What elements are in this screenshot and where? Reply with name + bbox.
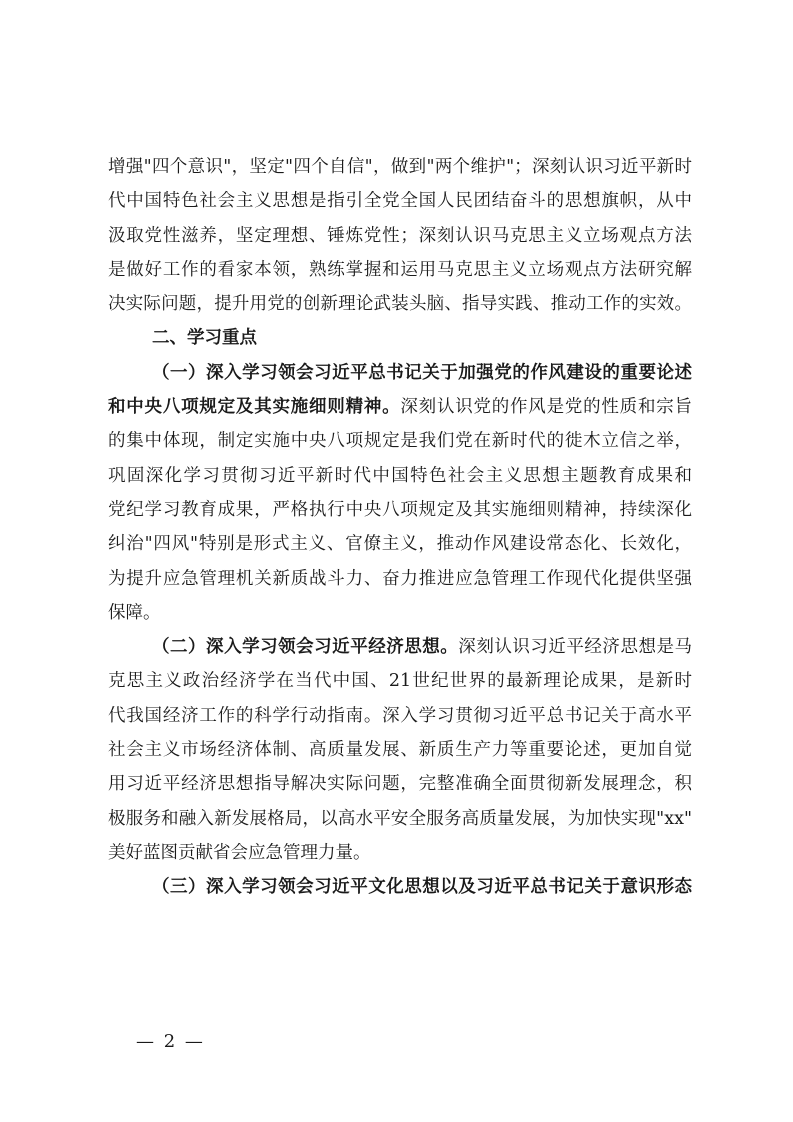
- item1-heading-continued: [108, 390, 692, 424]
- paragraph-line: 纠治"四风"特别是形式主义、官僚主义，推动作风建设常态化、长效化，: [108, 534, 692, 555]
- paragraph-line: 用习近平经济思想指导解决实际问题，完整准确全面贯彻新发展理念，积: [108, 774, 692, 795]
- paragraph-line: 代我国经济工作的科学行动指南。深入学习贯彻习近平总书记关于高水平: [108, 705, 692, 726]
- paragraph-line: 社会主义市场经济体制、高质量发展、新质生产力等重要论述，更加自觉: [108, 740, 692, 761]
- paragraph-line: 克思主义政治经济学在当代中国、21世纪世界的最新理论成果，是新时: [108, 671, 692, 692]
- item1-heading-tail: 和中央八项规定及其实施细则精神。: [108, 397, 401, 418]
- paragraph-line: 巩固深化学习贯彻习近平新时代中国特色社会主义思想主题教育成果和: [108, 465, 692, 486]
- paragraph-line: 决实际问题，提升用党的创新理论武装头脑、指导实践、推动工作的实效。: [108, 294, 692, 315]
- page-number: — 2 —: [136, 1031, 205, 1052]
- paragraph-line: 是做好工作的看家本领，熟练掌握和运用马克思主义立场观点方法研究解: [108, 259, 692, 280]
- paragraph-line: 保障。: [108, 602, 161, 623]
- paragraph-line: 美好蓝图贡献省会应急管理力量。: [108, 842, 371, 863]
- paragraph-line: 党纪学习教育成果，严格执行中央八项规定及其实施细则精神，持续深化: [108, 499, 692, 520]
- item3-heading: （三）深入学习领会习近平文化思想以及习近平总书记关于意识形态: [152, 877, 692, 898]
- document-body: [108, 150, 692, 905]
- paragraph-line: 为提升应急管理机关新质战斗力、奋力推进应急管理工作现代化提供坚强: [108, 568, 692, 589]
- paragraph-line: 的集中体现，制定实施中央八项规定是我们党在新时代的徙木立信之举，: [108, 431, 692, 452]
- paragraph-line: 汲取党性滋养，坚定理想、锤炼党性；深刻认识马克思主义立场观点方法: [108, 225, 692, 246]
- paragraph-line: 代中国特色社会主义思想是指引全党全国人民团结奋斗的思想旗帜，从中: [108, 191, 692, 212]
- item2-text: 深刻认识习近平经济思想是马: [458, 637, 692, 658]
- item1-text: 深刻认识党的作风是党的性质和宗旨: [400, 397, 692, 418]
- item2-heading: （二）深入学习领会习近平经济思想。: [152, 637, 459, 658]
- paragraph-line: 增强"四个意识"，坚定"四个自信"，做到"两个维护"；深刻认识习近平新时: [108, 157, 692, 177]
- item1-heading: （一）深入学习领会习近平总书记关于加强党的作风建设的重要论述: [152, 362, 692, 383]
- paragraph-line: 极服务和融入新发展格局，以高水平安全服务高质量发展，为加快实现"xx": [108, 808, 692, 829]
- item2-heading-line: [108, 630, 692, 664]
- section-heading: 二、学习重点: [152, 328, 257, 349]
